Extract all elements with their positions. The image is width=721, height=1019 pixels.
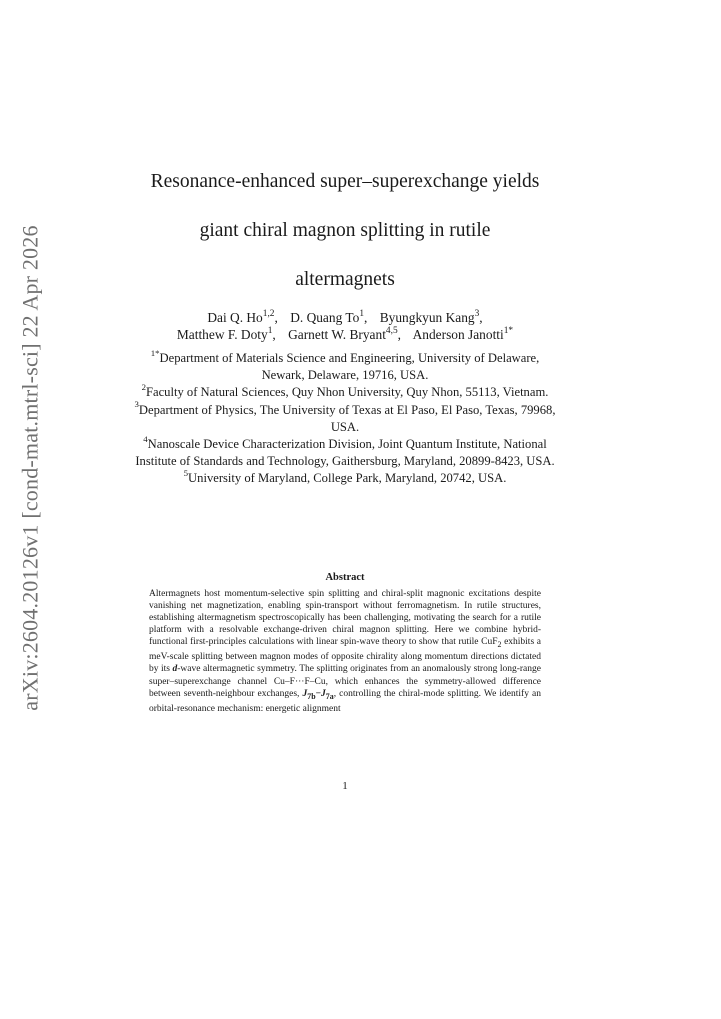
affiliation: $^2$Faculty of Natural Sciences, Quy Nhon University, Quy Nhon, 55113, Vietnam. bbox=[141, 382, 549, 400]
author: Matthew F. Doty$^1$ bbox=[176, 325, 273, 342]
title-line: altermagnets bbox=[295, 269, 395, 290]
author-line: Dai Q. Ho$^{1,2}$, D. Quang To$^1$, Byungkyun Kang$^3$, bbox=[207, 308, 483, 325]
title-line: Resonance-enhanced super–superexchange yields bbox=[150, 171, 540, 192]
arxiv-identifier bbox=[16, 225, 46, 711]
affiliation: $^3$Department of Physics, The University of Texas at El Paso, El Paso, Texas, 79968, USA. bbox=[134, 399, 556, 434]
page-number: 1 bbox=[342, 780, 348, 792]
affiliation-list bbox=[130, 347, 560, 488]
abstract-body: Altermagnets host momentum-selective spin splitting and chiral-split magnonic excitations despite vanishing net magnetization, enabling spin-transport without ferromagnetism. In rutile structures, establishing altermagnetism spectroscopically has been challenging, motivating the search for a rutile platform with a resolvable exchange-driven chiral magnon splitting. Here we combine hybrid-functional first-principles calculations with linear spin-wave theory to show that rutile CuF$_2$ exhibits a meV-scale splitting between magnon modes of opposite chirality along momentum directions dictated by its d-wave altermagnetic symmetry. The splitting originates from an anomalously strong long-range super–superexchange channel Cu–F···F–Cu, which enhances the symmetry-allowed difference between seventh-neighbour exchanges, $J_{7b}-J_{7a}$, controlling the chiral-mode splitting. We identify an orbital-resonance mechanism: energetic alignment bbox=[149, 589, 541, 714]
author: Dai Q. Ho$^{1,2}$ bbox=[207, 308, 275, 325]
author-line: Matthew F. Doty$^1$, Garnett W. Bryant$^{4,5}$, Anderson Janotti$^{1*}$ bbox=[176, 325, 514, 342]
affiliation: $^5$University of Maryland, College Park, Maryland, 20742, USA. bbox=[183, 468, 507, 486]
author: Byungkyun Kang$^3$ bbox=[379, 308, 480, 325]
affiliation: $^4$Nanoscale Device Characterization Division, Joint Quantum Institute, National Institute of Standards and Technology, Gaithersburg, Maryland, 20899-8423, USA. bbox=[135, 433, 555, 469]
author: Garnett W. Bryant$^{4,5}$ bbox=[288, 325, 398, 342]
abstract-heading: Abstract bbox=[325, 572, 365, 583]
author-list bbox=[120, 309, 570, 343]
paper-title bbox=[120, 170, 570, 317]
author: Anderson Janotti$^{1*}$ bbox=[412, 325, 514, 342]
arxiv-identifier-text: arXiv:2604.20126v1 [cond-mat.mtrl-sci] 22 Apr 2026 bbox=[18, 225, 43, 711]
affiliation: $^{1*}$Department of Materials Science and Engineering, University of Delaware, Newark, Delaware, 19716, USA. bbox=[150, 347, 540, 383]
title-line: giant chiral magnon splitting in rutile bbox=[199, 220, 491, 241]
author: D. Quang To$^1$ bbox=[290, 308, 365, 325]
